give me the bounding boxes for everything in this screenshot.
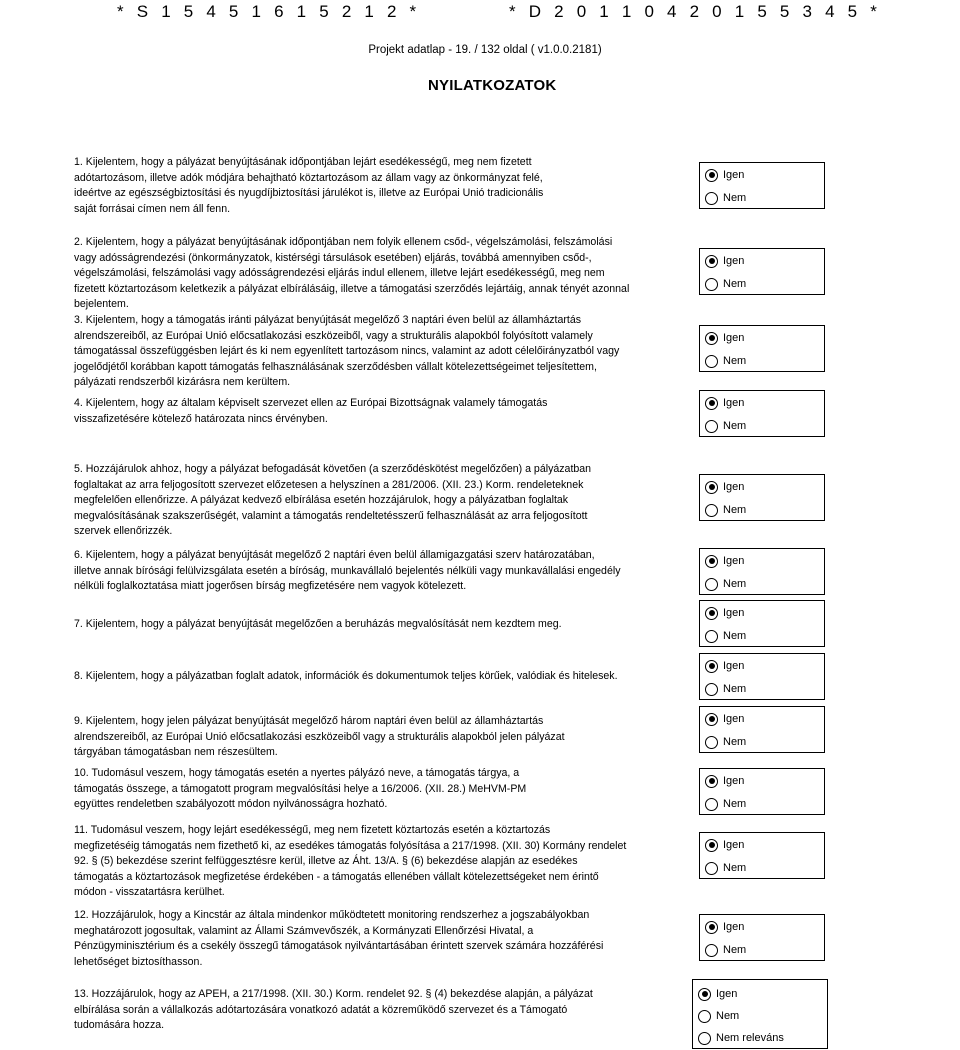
answer-option-igen[interactable] <box>705 772 744 790</box>
answer-group-13 <box>692 979 828 1049</box>
radio-label: Igen <box>723 713 745 725</box>
radio-label: Nem <box>723 683 747 695</box>
declaration-text-3: 3. Kijelentem, hogy a támogatás iránti pályázat benyújtását megelőző 3 naptári éven belül az államháztartás alrendszereiből, az Európai Unió előcsatlakozási eszközeiből, vagy a strukturális alapokból folyósított valamely támogatással összefüggésben lejárt és ki nem egyenlített tartozásom nincs, valamint az adott célelőirányzatból vagy jogelődjétől korábban kapott támogatás felhasználásának szerződésben vállalt kötelezettségeimet teljesítettem, pályázati rendszerből kizárásra nem kerültem. <box>74 314 620 389</box>
radio-button[interactable] <box>705 607 718 620</box>
answer-group-6 <box>699 548 825 595</box>
answer-group-10 <box>699 768 825 815</box>
answer-option-igen[interactable] <box>705 710 744 728</box>
answer-option-igen[interactable] <box>705 478 744 496</box>
radio-label: Nem <box>723 420 747 432</box>
answer-group-9 <box>699 706 825 753</box>
project-line: Projekt adatlap - 19. / 132 oldal ( v1.0.0.2181) <box>368 44 602 56</box>
radio-label: Nem <box>723 944 747 956</box>
radio-label: Igen <box>723 555 745 567</box>
radio-label: Igen <box>723 332 745 344</box>
declaration-text-13: 13. Hozzájárulok, hogy az APEH, a 217/1998. (XII. 30.) Korm. rendelet 92. § (4) bekezdése alapján, a pályázat elbírálása során a vállalkozás adótartozására vonatkozó adatát a közreműködő szervezet és a Támogató tudomására hozza. <box>74 988 593 1032</box>
radio-button[interactable] <box>705 192 718 205</box>
radio-label: Igen <box>723 839 745 851</box>
radio-button[interactable] <box>705 578 718 591</box>
answer-option-nem[interactable] <box>705 417 746 435</box>
answer-option-nem[interactable] <box>705 275 746 293</box>
answer-option-igen[interactable] <box>705 918 744 936</box>
declaration-text-12: 12. Hozzájárulok, hogy a Kincstár az általa mindenkor működtetett monitoring rendszerhez a jogszabályokban meghatározott jogosultak, valamint az Állami Számvevőszék, a Kormányzati Ellenőrzési Hivatal, a Pénzügyminisztérium és a csekély összegű támogatások nyilvántartásában érintett szervek számára hozzáférési lehetőséget biztosíthasson. <box>74 909 604 968</box>
radio-button[interactable] <box>705 660 718 673</box>
answer-group-11 <box>699 832 825 879</box>
radio-button[interactable] <box>705 944 718 957</box>
radio-label: Igen <box>723 775 745 787</box>
radio-button[interactable] <box>705 169 718 182</box>
radio-button[interactable] <box>705 255 718 268</box>
answer-option-igen[interactable] <box>705 836 744 854</box>
declaration-text-6: 6. Kijelentem, hogy a pályázat benyújtását megelőző 2 naptári éven belül államigazgatási szerv határozatában, illetve annak bírósági felülvizsgálata esetén a bíróság, munkavállaló bejelentés nélküli vagy munkavállalási engedély nélküli foglalkoztatása miatt jogerősen bírság megfizetésére nem vagyok kötelezett. <box>74 549 621 593</box>
radio-label: Nem <box>723 192 747 204</box>
answer-group-3 <box>699 325 825 372</box>
answer-option-igen[interactable] <box>705 604 744 622</box>
radio-button[interactable] <box>705 862 718 875</box>
answer-option-igen[interactable] <box>705 552 744 570</box>
answer-group-5 <box>699 474 825 521</box>
answer-option-igen[interactable] <box>705 394 744 412</box>
radio-button[interactable] <box>705 397 718 410</box>
radio-label: Igen <box>723 921 745 933</box>
answer-group-8 <box>699 653 825 700</box>
answer-option-nem[interactable] <box>705 733 746 751</box>
answer-option-igen[interactable] <box>705 329 744 347</box>
radio-label: Nem <box>723 355 747 367</box>
radio-button[interactable] <box>705 278 718 291</box>
answer-option-nem[interactable] <box>705 680 746 698</box>
answer-option-igen[interactable] <box>705 166 744 184</box>
answer-group-1 <box>699 162 825 209</box>
radio-button[interactable] <box>698 1032 711 1045</box>
radio-label: Nem <box>723 630 747 642</box>
declaration-text-9: 9. Kijelentem, hogy jelen pályázat benyújtását megelőző három naptári éven belül az államháztartás alrendszereiből, az Európai Unió előcsatlakozási eszközeiből vagy a strukturális alapokból jelen pályázat tárgyában támogatásban nem részesültem. <box>74 715 565 759</box>
radio-button[interactable] <box>705 921 718 934</box>
answer-option-igen[interactable] <box>705 657 744 675</box>
answer-option-nem[interactable] <box>705 189 746 207</box>
radio-label: Nem <box>723 578 747 590</box>
answer-group-7 <box>699 600 825 647</box>
radio-button[interactable] <box>705 798 718 811</box>
radio-button[interactable] <box>705 420 718 433</box>
radio-label: Nem releváns <box>716 1032 784 1044</box>
declaration-text-11: 11. Tudomásul veszem, hogy lejárt esedékességű, meg nem fizetett köztartozás esetén a köztartozás megfizetéséig támogatás nem fizethető ki, az esedékes támogatás folyósítása a 217/1998. (XII. 30) Kormány rendelet 92. § (5) bekezdése szerint felfüggesztésre kerül, illetve az Áht. 13/A. § (6) bekezdése alapján az esedékes támogatás a köztartozások megfizetése érdekében - a támogatás ellenében vállalt kötelezettségeket nem érintő módon - visszatartásra kerülhet. <box>74 824 627 899</box>
radio-label: Igen <box>716 988 738 1000</box>
radio-button[interactable] <box>705 332 718 345</box>
answer-option-nem[interactable] <box>705 501 746 519</box>
answer-group-2 <box>699 248 825 295</box>
radio-label: Nem <box>716 1010 740 1022</box>
radio-button[interactable] <box>705 839 718 852</box>
declaration-text-1: 1. Kijelentem, hogy a pályázat benyújtásának időpontjában lejárt esedékességű, meg nem fizetett adótartozásom, illetve adók módjára behajtható köztartozásom az állam vagy az önkormányzat felé, ideértve az egészségbiztosítási és nyugdíjbiztosítási járulékot is, illetve az Európai Unió tradicionális saját forrásai címen nem áll fenn. <box>74 156 544 215</box>
radio-label: Igen <box>723 481 745 493</box>
answer-option-nem[interactable] <box>705 575 746 593</box>
radio-label: Igen <box>723 169 745 181</box>
radio-button[interactable] <box>705 775 718 788</box>
radio-button[interactable] <box>705 630 718 643</box>
radio-label: Igen <box>723 255 745 267</box>
declaration-text-7: 7. Kijelentem, hogy a pályázat benyújtását megelőzően a beruházás megvalósítását nem kezdtem meg. <box>74 618 562 630</box>
declaration-text-8: 8. Kijelentem, hogy a pályázatban foglalt adatok, információk és dokumentumok teljes körűek, valódiak és hitelesek. <box>74 670 618 682</box>
radio-button[interactable] <box>705 683 718 696</box>
radio-label: Nem <box>723 862 747 874</box>
radio-button[interactable] <box>705 736 718 749</box>
answer-option-nem[interactable] <box>705 627 746 645</box>
radio-label: Igen <box>723 607 745 619</box>
barcode-left: * S 1 5 4 5 1 6 1 5 2 1 2 * <box>117 2 421 21</box>
radio-label: Nem <box>723 504 747 516</box>
radio-label: Nem <box>723 736 747 748</box>
radio-label: Nem <box>723 278 747 290</box>
radio-button[interactable] <box>698 1010 711 1023</box>
declaration-text-5: 5. Hozzájárulok ahhoz, hogy a pályázat befogadását követően (a szerződéskötést megelőzően) a pályázatban foglaltakat az arra feljogosított szervezet előzetesen a helyszínen a 281/2006. (XII. 23.) Korm. rendeleteknek megfelelően ellenőrizze. A pályázat kedvező elbírálása esetén hozzájárulok, hogy a pályázatban foglaltak megvalósításának szakszerűségét, valamint a támogatás rendeltetésszerű felhasználását az arra feljogosított szervek ellenőrizzék. <box>74 463 592 538</box>
declaration-text-2: 2. Kijelentem, hogy a pályázat benyújtásának időpontjában nem folyik ellenem csőd-, végelszámolási, felszámolási vagy adósságrendezési (önkormányzatok, kistérségi társulások esetében) eljárás, továbbá amennyiben csőd-, végelszámolási, felszámolási vagy adósságrendezési eljárás indul ellenem, illetve lejárt esedékességű, meg nem fizetett köztartozásom keletkezik a pályázat elbírálásáig, illetve a támogatási szerződés lejártáig, annak tényét azonnal bejelentem. <box>74 236 630 311</box>
answer-option-nem[interactable] <box>705 795 746 813</box>
answer-option-nem[interactable] <box>705 859 746 877</box>
answer-option-nem-relevans[interactable] <box>698 1029 784 1047</box>
declaration-text-4: 4. Kijelentem, hogy az általam képviselt szervezet ellen az Európai Bizottságnak valamely támogatás visszafizetésére kötelező határozata nincs érvényben. <box>74 397 548 425</box>
radio-button[interactable] <box>705 713 718 726</box>
barcode-right: * D 2 0 1 1 0 4 2 0 1 5 5 3 4 5 * <box>509 2 882 21</box>
answer-option-nem[interactable] <box>705 352 746 370</box>
answer-group-4 <box>699 390 825 437</box>
radio-button[interactable] <box>705 481 718 494</box>
radio-label: Igen <box>723 397 745 409</box>
radio-label: Igen <box>723 660 745 672</box>
answer-option-nem[interactable] <box>698 1007 739 1025</box>
answer-option-igen[interactable] <box>698 985 737 1003</box>
radio-button[interactable] <box>705 555 718 568</box>
answer-option-igen[interactable] <box>705 252 744 270</box>
answer-option-nem[interactable] <box>705 941 746 959</box>
radio-button[interactable] <box>698 988 711 1001</box>
radio-button[interactable] <box>705 504 718 517</box>
radio-label: Nem <box>723 798 747 810</box>
page-title: NYILATKOZATOK <box>428 77 557 94</box>
declaration-text-10: 10. Tudomásul veszem, hogy támogatás esetén a nyertes pályázó neve, a támogatás tárgya, a támogatás összege, a támogatott program megvalósítási helye a 16/2006. (XII. 28.) MeHVM-PM együttes rendeletben szabályozott módon nyilvánosságra hozható. <box>74 767 527 811</box>
answer-group-12 <box>699 914 825 961</box>
radio-button[interactable] <box>705 355 718 368</box>
